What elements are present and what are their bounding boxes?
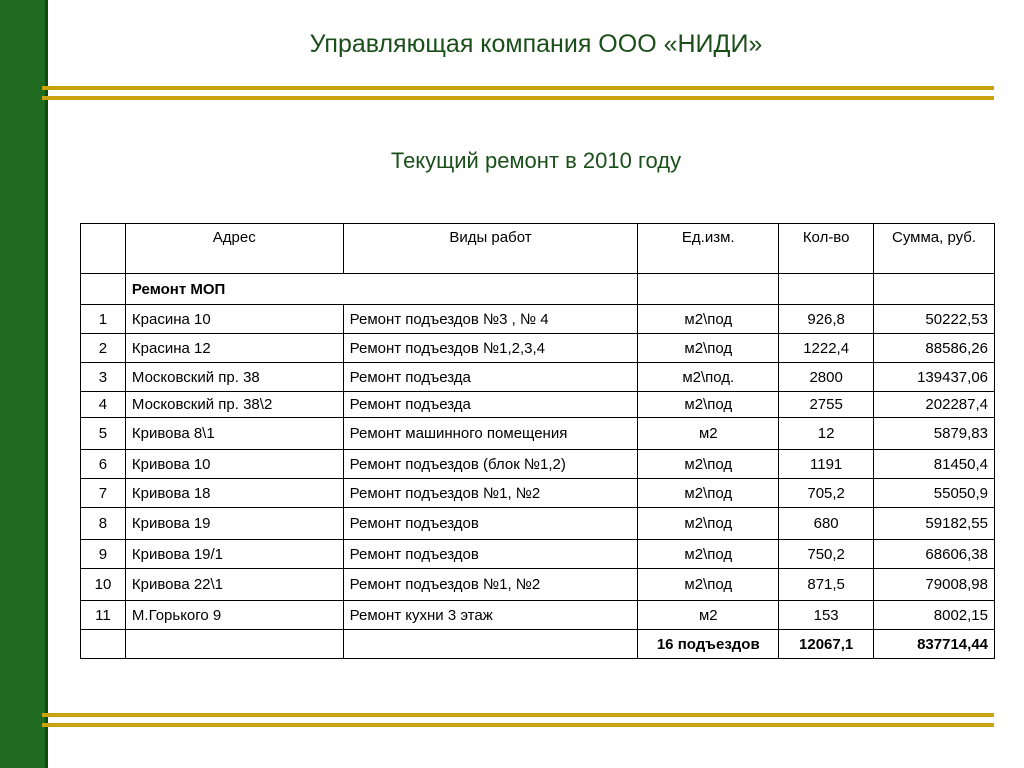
row-number: 6 xyxy=(81,450,126,479)
table-row xyxy=(81,450,995,479)
top-rule-upper xyxy=(42,86,994,90)
row-address: Московский пр. 38 xyxy=(125,363,343,392)
total-quantity: 12067,1 xyxy=(779,630,874,659)
row-number: 9 xyxy=(81,540,126,569)
row-unit: м2\под xyxy=(638,540,779,569)
row-unit: м2\под xyxy=(638,334,779,363)
row-unit: м2\под xyxy=(638,479,779,508)
row-quantity: 1222,4 xyxy=(779,334,874,363)
row-address: Московский пр. 38\2 xyxy=(125,392,343,418)
bottom-rule-lower xyxy=(42,723,994,727)
table-row xyxy=(81,305,995,334)
row-work-type: Ремонт подъезда xyxy=(343,392,638,418)
row-work-type: Ремонт машинного помещения xyxy=(343,418,638,450)
row-unit: м2\под xyxy=(638,569,779,601)
total-row xyxy=(81,630,995,659)
row-sum: 8002,15 xyxy=(874,601,995,630)
total-sum: 837714,44 xyxy=(874,630,995,659)
row-quantity: 680 xyxy=(779,508,874,540)
row-work-type: Ремонт подъездов №1, №2 xyxy=(343,569,638,601)
row-quantity: 871,5 xyxy=(779,569,874,601)
table-row xyxy=(81,540,995,569)
row-address: Кривова 22\1 xyxy=(125,569,343,601)
row-unit: м2\под xyxy=(638,305,779,334)
table-row xyxy=(81,334,995,363)
row-sum: 55050,9 xyxy=(874,479,995,508)
table-row xyxy=(81,569,995,601)
table-row xyxy=(81,601,995,630)
header-cell-address: Адрес xyxy=(125,224,343,274)
row-unit: м2\под. xyxy=(638,363,779,392)
header-cell-sum: Сумма, руб. xyxy=(874,224,995,274)
row-address: Кривова 10 xyxy=(125,450,343,479)
row-unit: м2 xyxy=(638,418,779,450)
row-unit: м2\под xyxy=(638,392,779,418)
row-sum: 79008,98 xyxy=(874,569,995,601)
header-cell-work-type: Виды работ xyxy=(343,224,638,274)
row-number: 2 xyxy=(81,334,126,363)
row-quantity: 1191 xyxy=(779,450,874,479)
row-work-type: Ремонт кухни 3 этаж xyxy=(343,601,638,630)
row-unit: м2\под xyxy=(638,450,779,479)
row-sum: 202287,4 xyxy=(874,392,995,418)
row-sum: 50222,53 xyxy=(874,305,995,334)
row-quantity: 926,8 xyxy=(779,305,874,334)
row-unit: м2 xyxy=(638,601,779,630)
row-address: Кривова 19/1 xyxy=(125,540,343,569)
table-header-row xyxy=(81,224,995,274)
table-row xyxy=(81,479,995,508)
side-bar xyxy=(0,0,48,768)
row-number: 4 xyxy=(81,392,126,418)
row-address: М.Горького 9 xyxy=(125,601,343,630)
top-rule-lower xyxy=(42,96,994,100)
row-sum: 68606,38 xyxy=(874,540,995,569)
repair-table xyxy=(80,223,995,659)
row-work-type: Ремонт подъездов xyxy=(343,508,638,540)
row-sum: 81450,4 xyxy=(874,450,995,479)
bottom-rule-upper xyxy=(42,713,994,717)
row-quantity: 2755 xyxy=(779,392,874,418)
row-quantity: 153 xyxy=(779,601,874,630)
row-quantity: 750,2 xyxy=(779,540,874,569)
row-quantity: 705,2 xyxy=(779,479,874,508)
row-sum: 88586,26 xyxy=(874,334,995,363)
table-row xyxy=(81,363,995,392)
table-row xyxy=(81,392,995,418)
row-number: 11 xyxy=(81,601,126,630)
row-number: 5 xyxy=(81,418,126,450)
row-address: Красина 12 xyxy=(125,334,343,363)
row-number: 7 xyxy=(81,479,126,508)
row-sum: 5879,83 xyxy=(874,418,995,450)
header-cell-unit: Ед.изм. xyxy=(638,224,779,274)
section-row xyxy=(81,274,995,305)
row-sum: 139437,06 xyxy=(874,363,995,392)
row-address: Кривова 18 xyxy=(125,479,343,508)
report-title: Текущий ремонт в 2010 году xyxy=(390,148,682,173)
total-units: 16 подъездов xyxy=(638,630,779,659)
row-number: 10 xyxy=(81,569,126,601)
row-work-type: Ремонт подъездов xyxy=(343,540,638,569)
header-cell-number xyxy=(81,224,126,274)
row-work-type: Ремонт подъезда xyxy=(343,363,638,392)
table-row xyxy=(81,418,995,450)
row-work-type: Ремонт подъездов №1, №2 xyxy=(343,479,638,508)
row-number: 3 xyxy=(81,363,126,392)
row-address: Красина 10 xyxy=(125,305,343,334)
row-address: Кривова 8\1 xyxy=(125,418,343,450)
header-cell-quantity: Кол-во xyxy=(779,224,874,274)
row-number: 8 xyxy=(81,508,126,540)
row-work-type: Ремонт подъездов №3 , № 4 xyxy=(343,305,638,334)
row-unit: м2\под xyxy=(638,508,779,540)
row-work-type: Ремонт подъездов №1,2,3,4 xyxy=(343,334,638,363)
section-label: Ремонт МОП xyxy=(125,274,637,305)
row-address: Кривова 19 xyxy=(125,508,343,540)
row-number: 1 xyxy=(81,305,126,334)
row-work-type: Ремонт подъездов (блок №1,2) xyxy=(343,450,638,479)
row-quantity: 12 xyxy=(779,418,874,450)
row-sum: 59182,55 xyxy=(874,508,995,540)
company-title: Управляющая компания ООО «НИДИ» xyxy=(309,30,763,58)
table-row xyxy=(81,508,995,540)
row-quantity: 2800 xyxy=(779,363,874,392)
